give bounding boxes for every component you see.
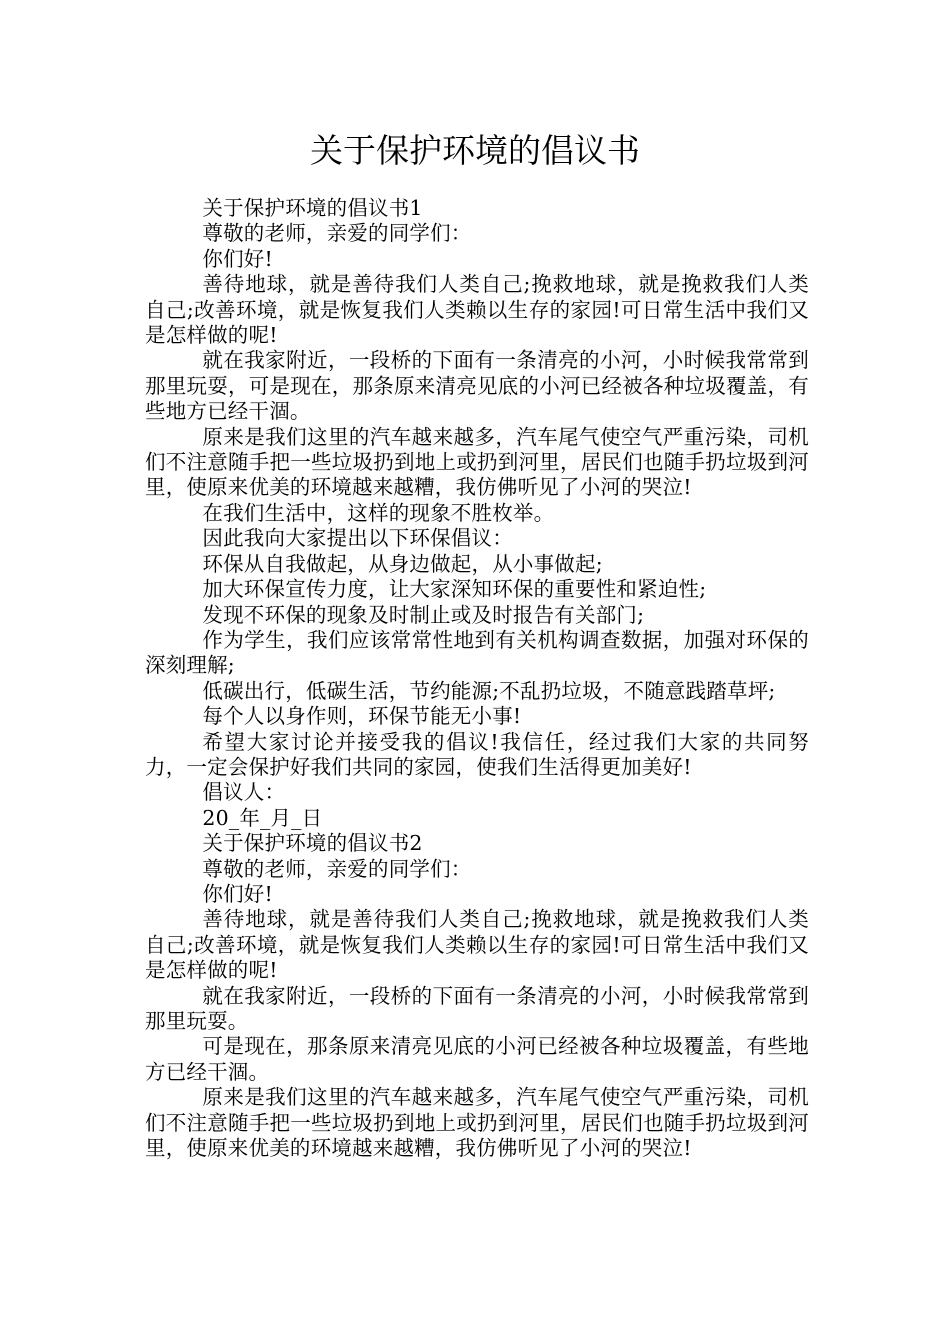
- paragraph: 原来是我们这里的汽车越来越多，汽车尾气使空气严重污染，司机们不注意随手把一些垃圾扔到地上或扔到河里，居民们也随手扔垃圾到河里，使原来优美的环境越来越糟，我仿佛听见了小河的哭泣!: [145, 1085, 809, 1161]
- paragraph: 每个人以身作则，环保节能无小事!: [202, 704, 522, 729]
- paragraph: 你们好!: [202, 246, 273, 271]
- paragraph: 尊敬的老师，亲爱的同学们：: [202, 856, 472, 881]
- paragraph: 就在我家附近，一段桥的下面有一条清亮的小河，小时候我常常到那里玩耍。: [145, 983, 809, 1033]
- paragraph: 低碳出行，低碳生活，节约能源;不乱扔垃圾，不随意践踏草坪;: [202, 678, 776, 703]
- paragraph: 可是现在，那条原来清亮见底的小河已经被各种垃圾覆盖，有些地方已经干涸。: [145, 1034, 809, 1084]
- paragraph: 在我们生活中，这样的现象不胜枚举。: [202, 500, 555, 525]
- paragraph: 20_年_月_日: [202, 805, 323, 830]
- paragraph: 善待地球，就是善待我们人类自己;挽救地球，就是挽救我们人类自己;改善环境，就是恢复我们人类赖以生存的家园!可日常生活中我们又是怎样做的呢!: [145, 907, 809, 983]
- paragraph: 就在我家附近，一段桥的下面有一条清亮的小河，小时候我常常到那里玩耍，可是现在，那条原来清亮见底的小河已经被各种垃圾覆盖，有些地方已经干涸。: [145, 348, 809, 424]
- paragraph: 尊敬的老师，亲爱的同学们：: [202, 221, 472, 246]
- paragraph: 关于保护环境的倡议书1: [202, 196, 423, 220]
- paragraph: 作为学生，我们应该常常性地到有关机构调查数据，加强对环保的深刻理解;: [145, 627, 809, 678]
- paragraph: 发现不环保的现象及时制止或及时报告有关部门;: [202, 602, 645, 627]
- paragraph: 倡议人：: [202, 780, 286, 805]
- paragraph: 善待地球，就是善待我们人类自己;挽救地球，就是挽救我们人类自己;改善环境，就是恢复我们人类赖以生存的家园!可日常生活中我们又是怎样做的呢!: [145, 272, 809, 348]
- paragraph: 加大环保宣传力度，让大家深知环保的重要性和紧迫性;: [202, 577, 707, 602]
- document-title: 关于保护环境的倡议书: [310, 131, 640, 170]
- paragraph: 希望大家讨论并接受我的倡议!我信任，经过我们大家的共同努力，一定会保护好我们共同的家园，使我们生活得更加美好!: [145, 729, 809, 779]
- paragraph: 环保从自我做起，从身边做起，从小事做起;: [202, 551, 603, 576]
- paragraph: 因此我向大家提出以下环保倡议：: [202, 526, 513, 551]
- paragraph: 关于保护环境的倡议书2: [202, 831, 423, 856]
- document-body: [145, 196, 809, 1161]
- paragraph: 你们好!: [202, 881, 273, 906]
- paragraph: 原来是我们这里的汽车越来越多，汽车尾气使空气严重污染，司机们不注意随手把一些垃圾扔到地上或扔到河里，居民们也随手扔垃圾到河里，使原来优美的环境越来越糟，我仿佛听见了小河的哭泣!: [145, 424, 809, 500]
